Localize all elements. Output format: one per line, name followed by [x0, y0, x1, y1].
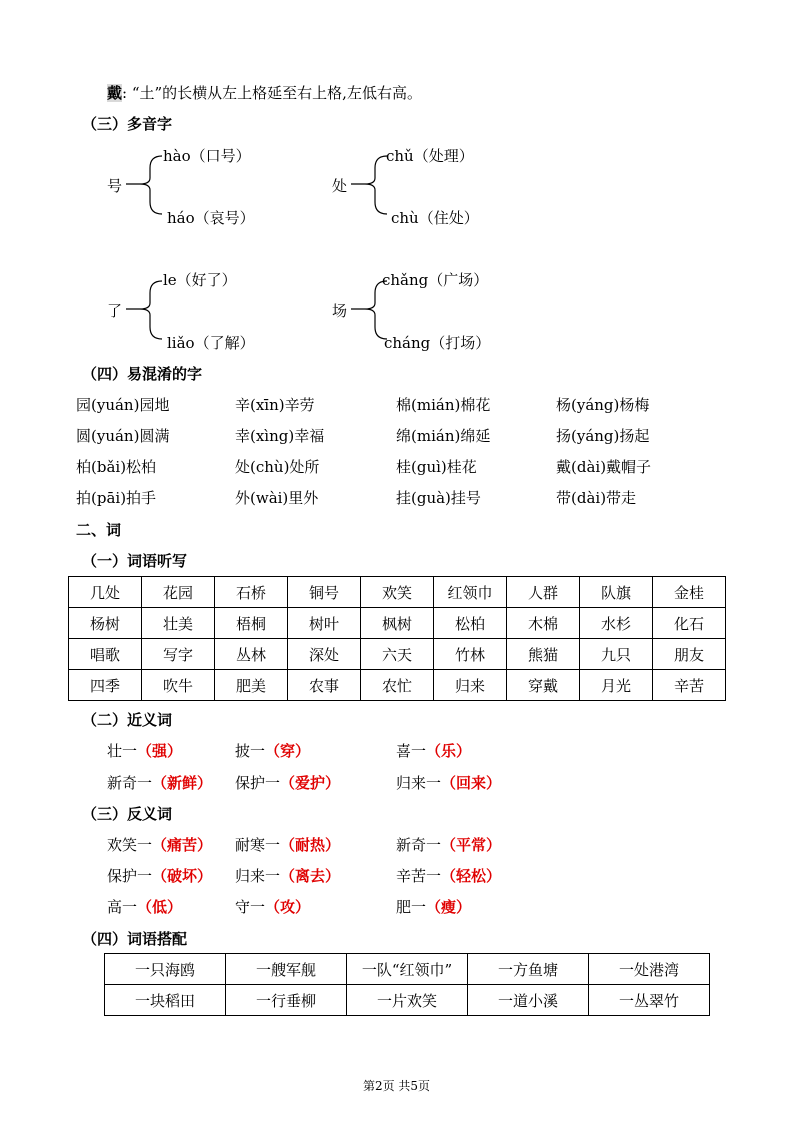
term: 守一 — [235, 898, 266, 916]
table-cell: 欢笑 — [361, 577, 434, 608]
table-cell: 九只 — [580, 639, 653, 670]
confusable-item: 杨(yáng)杨梅 — [556, 396, 650, 414]
dictation-table — [68, 576, 726, 701]
poly-reading: hào（口号） — [163, 147, 251, 165]
table-row — [69, 670, 726, 701]
antonym-item — [107, 896, 182, 917]
poly-char: 号 — [107, 177, 123, 195]
term: 披一 — [235, 742, 266, 760]
answer: （耐热） — [280, 836, 341, 854]
term: 保护一 — [235, 774, 281, 792]
brace-icon — [124, 275, 164, 345]
confusable-item: 带(dài)带走 — [556, 489, 637, 507]
table-cell: 一道小溪 — [468, 985, 589, 1016]
table-cell: 队旗 — [580, 577, 653, 608]
term: 新奇一 — [396, 836, 442, 854]
answer: （痛苦） — [152, 836, 213, 854]
table-cell: 月光 — [580, 670, 653, 701]
poly-reading: le（好了） — [163, 271, 237, 289]
collocation-table — [104, 953, 710, 1016]
table-cell: 深处 — [288, 639, 361, 670]
answer: （爱护） — [280, 774, 341, 792]
synonym-heading: （二）近义词 — [82, 711, 173, 729]
answer: （离去） — [280, 867, 341, 885]
confusable-item: 圆(yuán)圆满 — [76, 427, 170, 445]
synonym-item — [235, 772, 340, 793]
table-cell: 松柏 — [434, 608, 507, 639]
poly-reading: háo（哀号） — [167, 209, 255, 227]
section-heading: 二、词 — [76, 521, 122, 539]
stroke-note-text: : “土”的长横从左上格延至右上格,左低右高。 — [122, 84, 422, 102]
collocation-heading: （四）词语搭配 — [82, 930, 188, 948]
table-cell: 一方鱼塘 — [468, 954, 589, 985]
table-row — [105, 985, 710, 1016]
antonym-item — [396, 896, 471, 917]
confusable-item: 外(wài)里外 — [235, 489, 319, 507]
table-cell: 杨树 — [69, 608, 142, 639]
table-cell: 石桥 — [215, 577, 288, 608]
table-cell: 农事 — [288, 670, 361, 701]
antonym-heading: （三）反义词 — [82, 805, 173, 823]
term: 保护一 — [107, 867, 153, 885]
table-cell: 树叶 — [288, 608, 361, 639]
synonym-item — [107, 740, 182, 761]
antonym-item — [107, 834, 212, 855]
confuse-heading: （四）易混淆的字 — [82, 365, 203, 383]
synonym-item — [107, 772, 212, 793]
table-cell: 辛苦 — [653, 670, 726, 701]
table-cell: 一片欢笑 — [347, 985, 468, 1016]
poly-reading: chǔ（处理） — [386, 147, 474, 165]
term: 壮一 — [107, 742, 138, 760]
table-cell: 四季 — [69, 670, 142, 701]
term: 欢笑一 — [107, 836, 153, 854]
table-cell: 六天 — [361, 639, 434, 670]
term: 喜一 — [396, 742, 427, 760]
antonym-item — [235, 896, 310, 917]
confusable-item: 幸(xìng)幸福 — [235, 427, 325, 445]
answer: （穿） — [265, 742, 311, 760]
table-cell: 一只海鸥 — [105, 954, 226, 985]
table-cell: 红领巾 — [434, 577, 507, 608]
confusable-item: 园(yuán)园地 — [76, 396, 170, 414]
confusable-item: 扬(yáng)扬起 — [556, 427, 650, 445]
table-row — [69, 608, 726, 639]
antonym-item — [235, 865, 340, 886]
table-cell: 写字 — [142, 639, 215, 670]
antonym-item — [107, 865, 212, 886]
answer: （攻） — [265, 898, 311, 916]
poly-reading: cháng（打场） — [384, 334, 491, 352]
brace-icon — [124, 150, 164, 220]
antonym-item — [235, 834, 340, 855]
table-row — [69, 577, 726, 608]
table-cell: 穿戴 — [507, 670, 580, 701]
term: 高一 — [107, 898, 138, 916]
answer: （轻松） — [441, 867, 502, 885]
table-cell: 金桂 — [653, 577, 726, 608]
poly-reading: liǎo（了解） — [167, 334, 255, 352]
table-cell: 几处 — [69, 577, 142, 608]
answer: （乐） — [426, 742, 472, 760]
antonym-item — [396, 834, 501, 855]
poly-char: 了 — [107, 302, 123, 320]
table-cell: 一艘军舰 — [226, 954, 347, 985]
table-cell: 一队“红领巾” — [347, 954, 468, 985]
table-cell: 农忙 — [361, 670, 434, 701]
term: 归来一 — [235, 867, 281, 885]
brace-icon — [349, 150, 389, 220]
table-row — [69, 639, 726, 670]
confusable-item: 桂(guì)桂花 — [396, 458, 477, 476]
table-cell: 一处港湾 — [589, 954, 710, 985]
poly-reading: chù（住处） — [391, 209, 479, 227]
term: 肥一 — [396, 898, 427, 916]
table-cell: 铜号 — [288, 577, 361, 608]
table-cell: 熊猫 — [507, 639, 580, 670]
confusable-item: 柏(bǎi)松柏 — [76, 458, 157, 476]
poly-heading: （三）多音字 — [82, 115, 173, 133]
table-cell: 枫树 — [361, 608, 434, 639]
table-cell: 朋友 — [653, 639, 726, 670]
answer: （强） — [137, 742, 183, 760]
answer: （回来） — [441, 774, 502, 792]
term: 新奇一 — [107, 774, 153, 792]
highlight-char: 戴 — [107, 84, 123, 102]
antonym-item — [396, 865, 501, 886]
table-cell: 木棉 — [507, 608, 580, 639]
confusable-item: 棉(mián)棉花 — [396, 396, 491, 414]
synonym-item — [396, 772, 501, 793]
confusable-item: 挂(guà)挂号 — [396, 489, 481, 507]
confusable-item: 绵(mián)绵延 — [396, 427, 491, 445]
page-footer: 第2页 共5页 — [362, 1079, 431, 1093]
poly-reading: chǎng（广场） — [382, 271, 489, 289]
synonym-item — [396, 740, 471, 761]
table-cell: 丛林 — [215, 639, 288, 670]
table-cell: 人群 — [507, 577, 580, 608]
answer: （破坏） — [152, 867, 213, 885]
table-cell: 归来 — [434, 670, 507, 701]
synonym-item — [235, 740, 310, 761]
answer: （平常） — [441, 836, 502, 854]
table-cell: 吹牛 — [142, 670, 215, 701]
table-cell: 唱歌 — [69, 639, 142, 670]
table-cell: 壮美 — [142, 608, 215, 639]
table-row — [105, 954, 710, 985]
table-cell: 竹林 — [434, 639, 507, 670]
confusable-item: 戴(dài)戴帽子 — [556, 458, 652, 476]
table-cell: 一行垂柳 — [226, 985, 347, 1016]
answer: （新鲜） — [152, 774, 213, 792]
term: 耐寒一 — [235, 836, 281, 854]
table-cell: 化石 — [653, 608, 726, 639]
term: 辛苦一 — [396, 867, 442, 885]
confusable-item: 拍(pāi)拍手 — [76, 489, 157, 507]
term: 归来一 — [396, 774, 442, 792]
table-cell: 梧桐 — [215, 608, 288, 639]
dictation-heading: （一）词语听写 — [82, 552, 188, 570]
table-cell: 肥美 — [215, 670, 288, 701]
table-cell: 花园 — [142, 577, 215, 608]
poly-char: 场 — [332, 302, 348, 320]
table-cell: 水杉 — [580, 608, 653, 639]
poly-char: 处 — [332, 177, 348, 195]
confusable-item: 处(chù)处所 — [235, 458, 320, 476]
answer: （低） — [137, 898, 183, 916]
confusable-item: 辛(xīn)辛劳 — [235, 396, 315, 414]
stroke-note — [107, 82, 422, 103]
answer: （瘦） — [426, 898, 472, 916]
table-cell: 一块稻田 — [105, 985, 226, 1016]
table-cell: 一丛翠竹 — [589, 985, 710, 1016]
